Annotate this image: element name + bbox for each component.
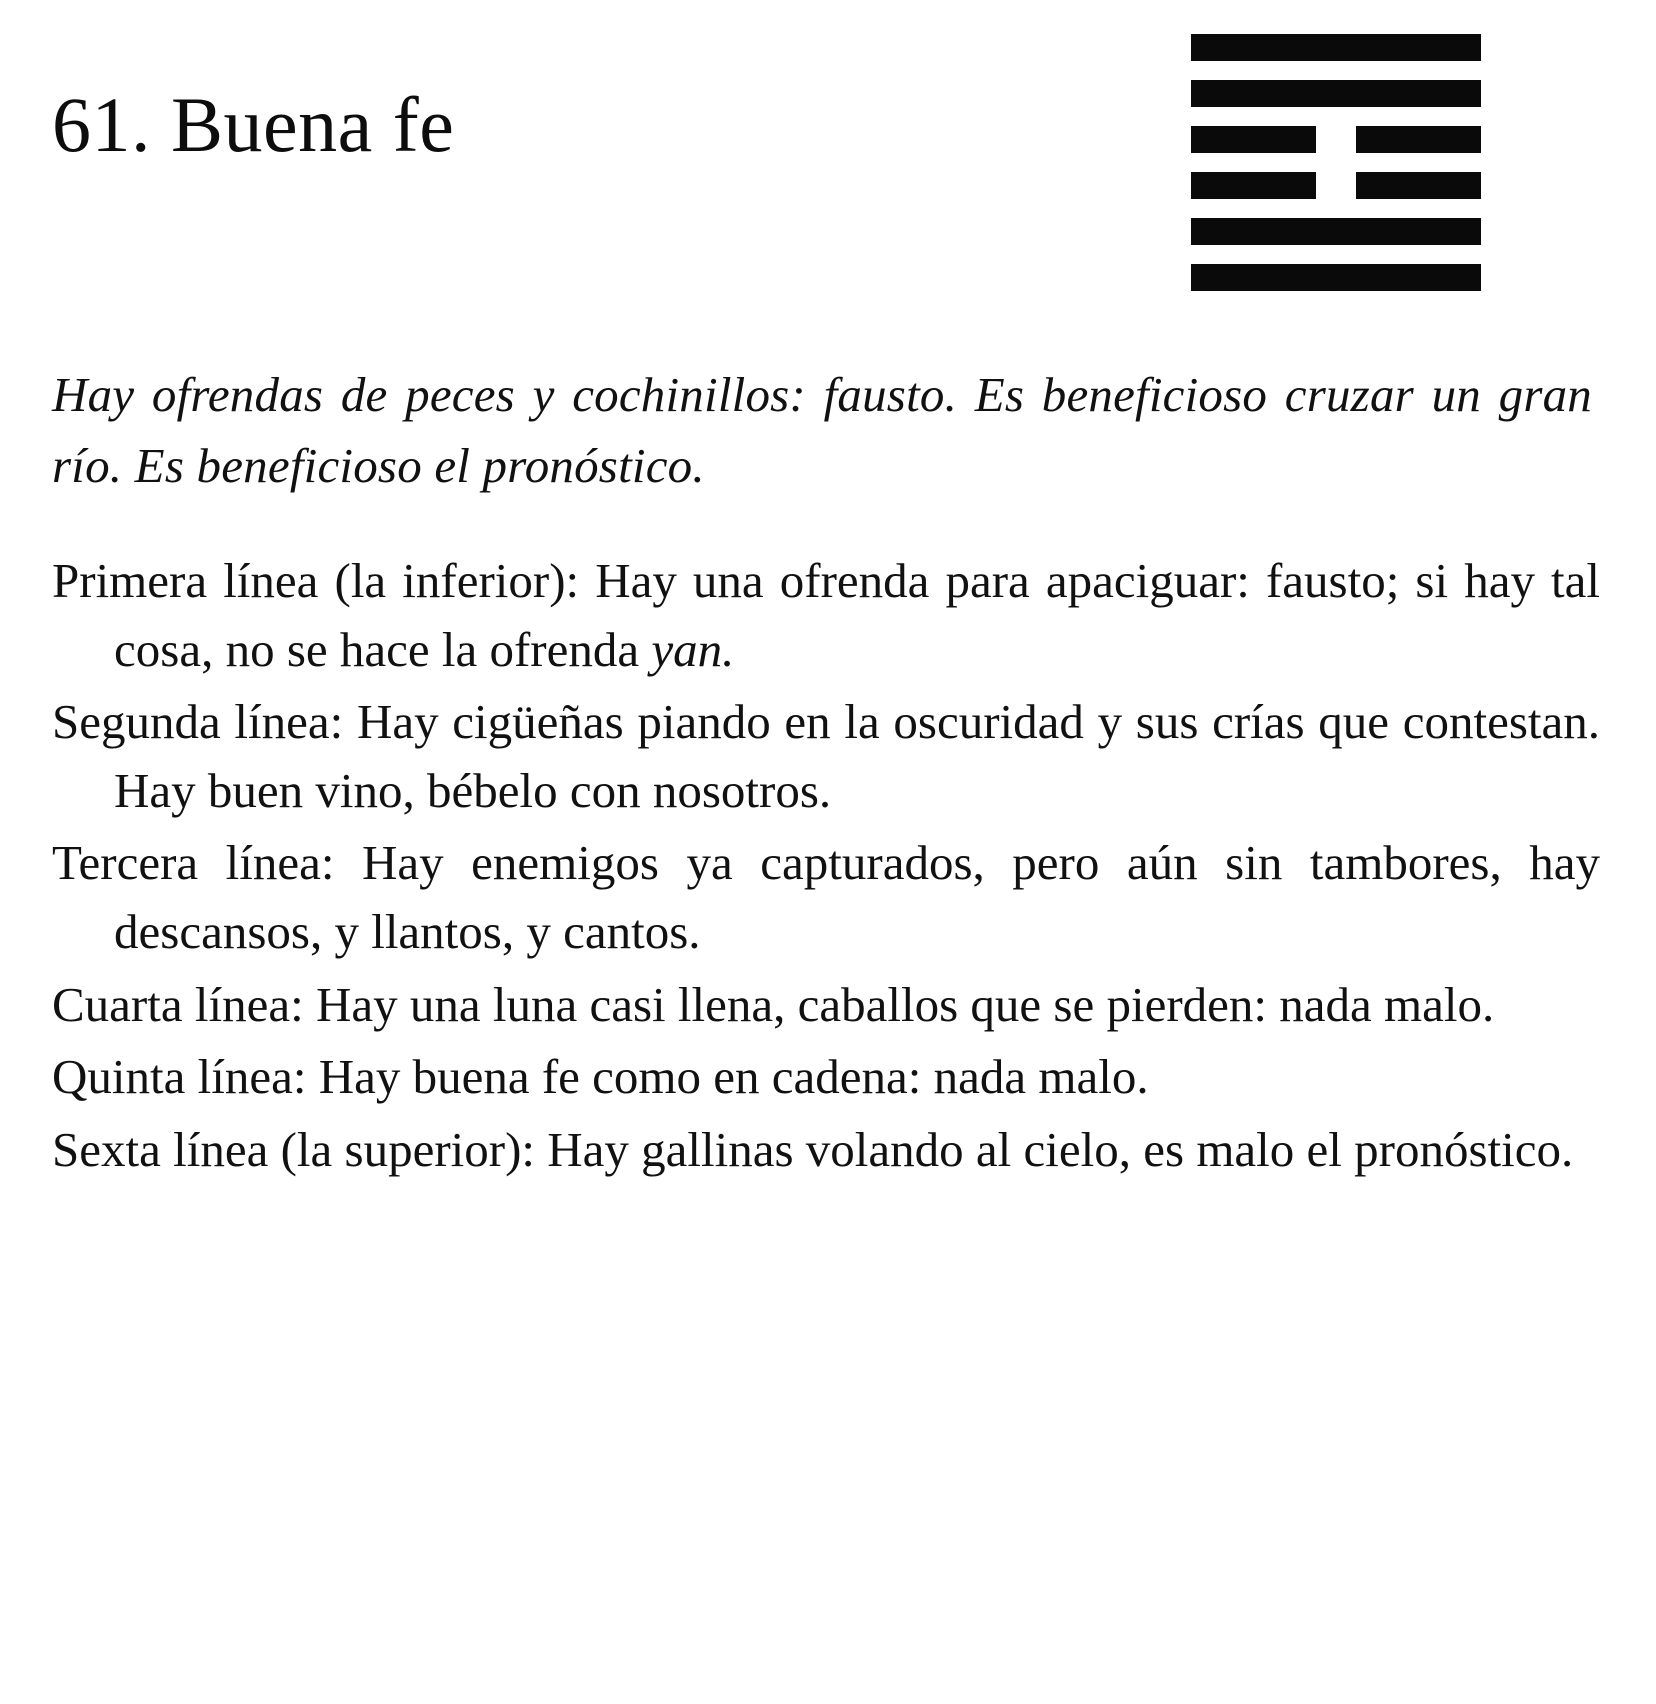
hexagram-segment-left (1191, 126, 1316, 153)
line-statement-4-text: Cuarta línea: Hay una luna casi llena, caballos que se pierden: nada malo. (52, 976, 1495, 1032)
line-statement-1-text: Primera línea (la inferior): Hay una ofrenda para apaciguar: fausto; si hay tal cosa, no se hace la ofrenda (52, 553, 1600, 677)
hexagram-line-2-yang (1191, 218, 1481, 245)
hexagram-segment (1191, 34, 1481, 61)
list-item (52, 547, 1600, 684)
list-item (52, 1043, 1600, 1112)
page-header (0, 0, 1656, 360)
hexagram-segment (1191, 80, 1481, 107)
hexagram-line-5-yang (1191, 80, 1481, 107)
hexagram-segment-right (1356, 126, 1481, 153)
hexagram-segment-gap (1316, 126, 1357, 153)
line-statements-list (52, 547, 1600, 1184)
line-statement-6-text: Sexta línea (la superior): Hay gallinas volando al cielo, es malo el pronóstico. (52, 1121, 1574, 1177)
hexagram-segment-gap (1316, 172, 1357, 199)
line-statement-3-text: Tercera línea: Hay enemigos ya capturados, pero aún sin tambores, hay descansos, y llantos, y cantos. (52, 835, 1600, 960)
hexagram-segment (1191, 218, 1481, 245)
hexagram-61-zhong-fu-icon (1191, 34, 1481, 291)
page-content (0, 360, 1656, 1184)
line-statement-5-text: Quinta línea: Hay buena fe como en cadena: nada malo. (52, 1049, 1149, 1105)
page-title: 61. Buena fe (52, 81, 455, 169)
hexagram-line-4-yin (1191, 126, 1481, 153)
line-statement-2-text: Segunda línea: Hay cigüeñas piando en la oscuridad y sus crías que contestan. Hay buen vino, bébelo con nosotros. (52, 694, 1600, 818)
list-item (52, 829, 1600, 966)
list-item (52, 971, 1600, 1040)
line-statement-1-italic-tail: yan. (651, 621, 735, 677)
hexagram-segment-right (1356, 172, 1481, 199)
hexagram-line-3-yin (1191, 172, 1481, 199)
hexagram-segment-left (1191, 172, 1316, 199)
list-item (52, 688, 1600, 825)
hexagram-segment (1191, 264, 1481, 291)
list-item (52, 1116, 1600, 1185)
judgement-text: Hay ofrendas de peces y cochinillos: fausto. Es beneficioso cruzar un gran río. Es beneficioso el pronóstico. (52, 367, 1592, 493)
hexagram-line-6-yang (1191, 34, 1481, 61)
hexagram-line-1-yang (1191, 264, 1481, 291)
